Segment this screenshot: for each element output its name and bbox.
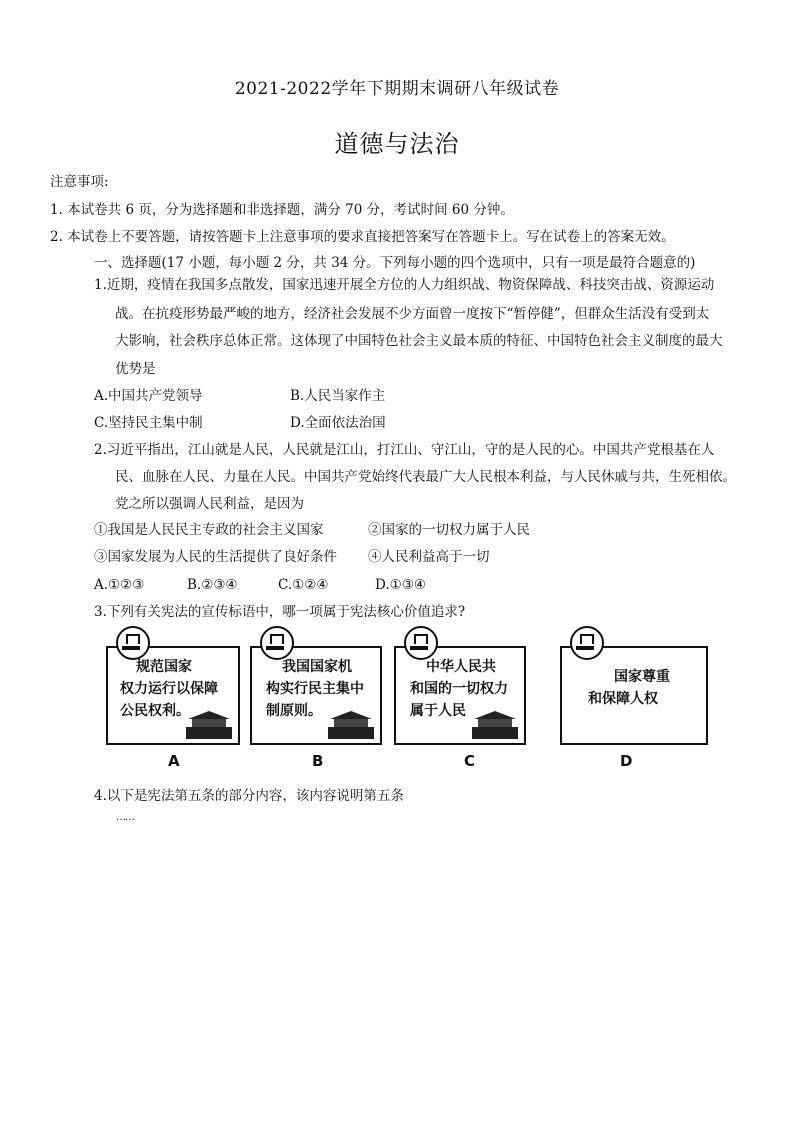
q1-option-c: C.坚持民主集中制 bbox=[94, 415, 203, 431]
q2-line-3: 党之所以强调人民利益，是因为 bbox=[115, 496, 304, 512]
notice-item-2: 2. 本试卷上不要答题，请按答题卡上注意事项的要求直接把答案写在答题卡上。写在试卷上的答案无效。 bbox=[50, 229, 675, 245]
national-emblem-icon bbox=[570, 626, 604, 660]
national-emblem-icon bbox=[404, 626, 438, 660]
poster-c-line-3: 属于人民 bbox=[410, 703, 466, 719]
section-heading: 一、选择题(17 小题，每小题 2 分，共 34 分。下列每小题的四个选项中，只有一项是最符合题意的) bbox=[94, 255, 696, 271]
q2-statement-2: ②国家的一切权力属于人民 bbox=[368, 522, 530, 538]
poster-a bbox=[106, 646, 240, 745]
poster-d-line-2: 和保障人权 bbox=[588, 691, 658, 707]
poster-b-line-3: 制原则。 bbox=[266, 703, 322, 719]
poster-c-line-2: 和国的一切权力 bbox=[410, 681, 508, 697]
q3-stem: 3.下列有关宪法的宣传标语中，哪一项属于宪法核心价值追求? bbox=[94, 604, 466, 620]
q1-option-a: A.中国共产党领导 bbox=[94, 388, 203, 404]
national-emblem-icon bbox=[260, 626, 294, 660]
poster-a-line-3: 公民权利。 bbox=[120, 703, 190, 719]
q1-line-1: 1.近期，疫情在我国多点散发，国家迅速开展全方位的人力组织战、物资保障战、科技突击战、资源运动 bbox=[94, 277, 715, 293]
q4-stem: 4.以下是宪法第五条的部分内容，该内容说明第五条 bbox=[94, 788, 404, 804]
poster-a-line-1: 规范国家 bbox=[136, 659, 192, 675]
poster-b-label: B bbox=[312, 752, 324, 770]
q1-line-4: 优势是 bbox=[115, 361, 156, 377]
notice-item-1: 1. 本试卷共 6 页，分为选择题和非选择题，满分 70 分，考试时间 60 分钟。 bbox=[50, 202, 514, 218]
subject-title: 道德与法治 bbox=[334, 130, 460, 158]
q2-statement-3: ③国家发展为人民的生活提供了良好条件 bbox=[94, 549, 337, 565]
poster-c-label: C bbox=[464, 752, 476, 770]
q1-line-3: 大影响，社会秩序总体正常。这体现了中国特色社会主义最本质的特征、中国特色社会主义制度的最大 bbox=[115, 333, 723, 349]
poster-d-label: D bbox=[620, 752, 633, 770]
q2-option-b: B.②③④ bbox=[187, 577, 238, 593]
tiananmen-icon bbox=[326, 709, 376, 739]
poster-a-label: A bbox=[168, 752, 180, 770]
poster-d-line-1: 国家尊重 bbox=[614, 669, 670, 685]
poster-b-line-1: 我国国家机 bbox=[282, 659, 352, 675]
poster-d bbox=[560, 646, 708, 745]
q1-option-b: B.人民当家作主 bbox=[290, 388, 386, 404]
q1-option-d: D.全面依法治国 bbox=[290, 415, 386, 431]
q2-line-1: 2.习近平指出，江山就是人民，人民就是江山，打江山、守江山，守的是人民的心。中国共产党根基在人 bbox=[94, 442, 715, 458]
tiananmen-icon bbox=[470, 709, 520, 739]
q2-option-c: C.①②④ bbox=[278, 577, 329, 593]
q3-poster-row bbox=[96, 628, 716, 778]
notice-heading: 注意事项: bbox=[50, 174, 109, 190]
q1-line-2: 战。在抗疫形势最严峻的地方，经济社会发展不少方面曾一度按下“暂停健”，但群众生活没有受到太 bbox=[115, 306, 710, 322]
poster-b bbox=[250, 646, 382, 745]
poster-c bbox=[394, 646, 526, 745]
q2-statement-4: ④人民利益高于一切 bbox=[368, 549, 490, 565]
q2-option-a: A.①②③ bbox=[94, 577, 145, 593]
national-emblem-icon bbox=[116, 626, 150, 660]
q2-statement-1: ①我国是人民民主专政的社会主义国家 bbox=[94, 522, 324, 538]
q2-option-d: D.①③④ bbox=[375, 577, 426, 593]
poster-c-line-1: 中华人民共 bbox=[426, 659, 496, 675]
poster-a-line-2: 权力运行以保障 bbox=[120, 681, 218, 697]
q2-line-2: 民、血脉在人民、力量在人民。中国共产党始终代表最广大人民根本利益，与人民休戚与共，生死相依。 bbox=[115, 469, 736, 485]
tiananmen-icon bbox=[184, 709, 234, 739]
q4-ellipsis: …… bbox=[116, 812, 134, 823]
poster-b-line-2: 构实行民主集中 bbox=[266, 681, 364, 697]
exam-title: 2021-2022学年下期期末调研八年级试卷 bbox=[234, 79, 560, 99]
